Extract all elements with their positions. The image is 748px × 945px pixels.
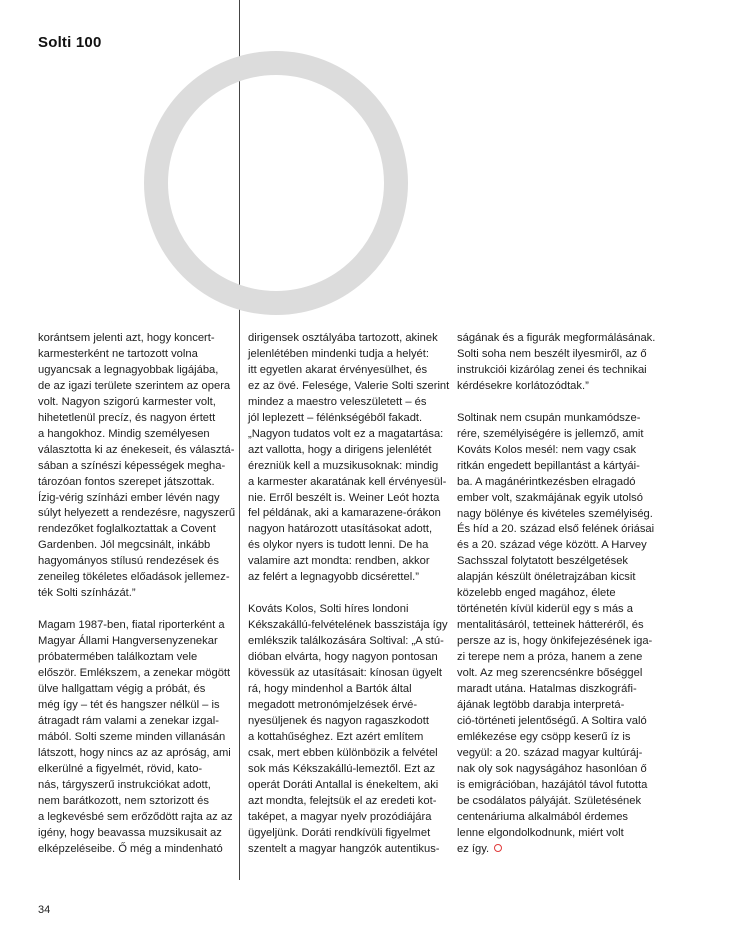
article-column-2	[248, 331, 458, 858]
paragraph: dirigensek osztályába tartozott, akinek jelenlétében mindenki tudja a helyét: itt egyetlen akarat érvényesülhet, és ez az övé. Felesége, Valerie Solti szerint mindez a maestro veleszületett – és jól leplezett – félénkségéből fakadt. „Nagyon tudatos volt ez a magatartása: azt vallotta, hogy a dirigens jelenlétét érezniük kell a muzsikusoknak: mindig a karmester akaratának kell érvényesül- nie. Erről beszélt is. Weiner Leót hozta fel példának, aki a kamarazene-órákon nagyon határozott utasításokat adott, és olykor nyers is tudott lenni. De ha valamire azt mondta: rendben, akkor az felért a legnagyobb dicsérettel.”	[248, 332, 450, 584]
page-header-title: Solti 100	[38, 34, 102, 51]
paragraph-final	[457, 411, 667, 858]
article-column-1	[38, 331, 248, 858]
paragraph: ságának és a figurák megformálásának. Solti soha nem beszélt ilyesmiről, az ő instrukciói kizárólag zenei és technikai kérdésekre korlátozódtak.”	[457, 332, 656, 392]
decorative-ring-letter-o	[144, 51, 408, 315]
end-mark-icon	[494, 844, 502, 852]
paragraph: korántsem jelenti azt, hogy koncert- karmesterként ne tartozott volna ugyancsak a legnagyobbak ligájába, de az igazi területe szerintem az opera volt. Nagyon szigorú karmester volt, hihetetlenül precíz, és nagyon értett a hangokhoz. Mindig személyesen választotta ki az énekeseit, és választá- sában a színészi képességek megha- tározóan fontos szerepet játszottak. Ízig-vérig színházi ember lévén nagy súlyt helyezett a rendezésre, nagyszerű rendezőket foglalkoztattak a Covent Gardenben. Jól megcsinált, inkább hagyományos stílusú rendezések és zeneileg tökéletes előadások jellemez- ték Solti színházát.”	[38, 332, 236, 600]
page-number: 34	[38, 904, 51, 916]
paragraph: Kováts Kolos, Solti híres londoni Kékszakállú-felvételének basszistája így emlékszik találkozására Soltival: „A stú- dióban elvárta, hogy nagyon pontosan kövessük az utasításait: kínosan ügyelt rá, hogy mindenhol a Bartók által megadott metronómjelzések érvé- nyesüljenek és nagyon ragaszkodott a kottahűséghez. Ezt azért említem csak, mert ebben különbözik a felvétel sok más Kékszakállú-lemeztől. Ezt az operát Doráti Antallal is énekeltem, aki azt mondta, felejtsük el az eredeti kot- taképet, a magyar nyelv prozódiájára ügyeljünk. Doráti rendkívüli figyelmet szentelt a magyar hangzók autentikus-	[248, 603, 448, 855]
paragraph: Magam 1987-ben, fiatal riporterként a Magyar Állami Hangversenyzenekar próbatermében találkoztam vele először. Emlékszem, a zenekar mögött ülve hallgattam végig a próbát, és még így – tét és hangszer nélkül – is átragadt rám valami a zenekar izgal- mából. Solti szeme minden villanásán látszott, hogy nincs az az apróság, ami elkerülné a figyelmét, rövid, kato- nás, tárgyszerű instrukciókat adott, nem barátkozott, nem sztorizott és a legkevésbé sem erőződött rajta az az igény, hogy beavassa muzsikusait az elképzeléseibe. Ő még a mindenható	[38, 619, 233, 855]
final-paragraph-text: Soltinak nem csupán munkamódsze- rére, személyiségére is jellemző, amit Kováts Kolos mesél: nem vagy csak ritkán engedett bepillantást a kártyái- ba. A magánérintkezésben elragadó ember volt, szakmájának egyik utolsó nagy bölénye és kivételes személyiség. És híd a 20. század első felének óriásai és a 20. század vége között. A Harvey Sachsszal folytatott beszélgetések alapján készült önéletrajzában kicsit közelebb enged magához, élete történetén kívül kiderül egy s más a mentalitásáról, tetteinek hátteréről, és persze az is, hogy önkifejezésének iga- zi terepe nem a próza, hanem a zene volt. Az meg szerencsénkre bőséggel maradt utána. Hatalmas diszkográfi- ájának legtöbb darabja interpretá- ció-történeti jelentőségű. A Soltira való emlékezése egy csöpp keserű íz is vegyül: a 20. század magyar kultúráj- nak oly sok nagyságához hasonlóan ő is emigrációban, hazájától távol futotta be csodálatos pályáját. Születésének centenáriuma alkalmából érdemes lenne elgondolkodnunk, miért volt ez így.	[457, 411, 655, 855]
article-column-3	[457, 331, 667, 858]
